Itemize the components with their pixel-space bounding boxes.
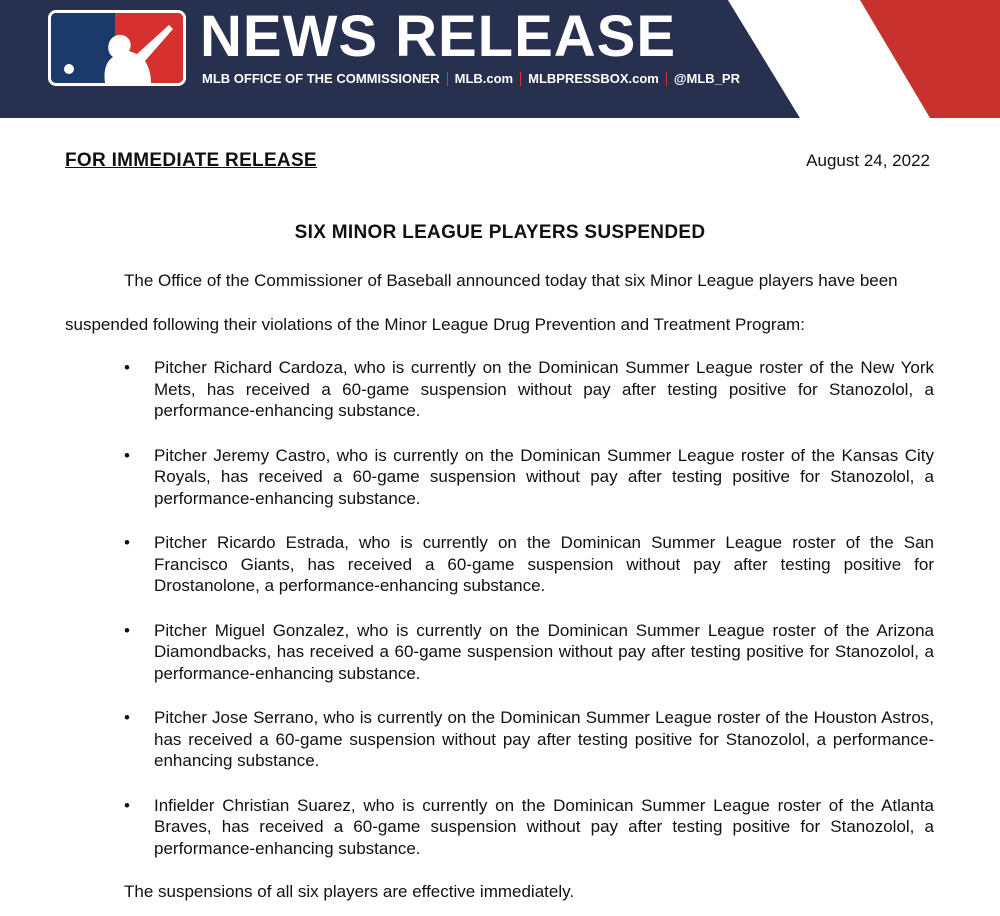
list-item [124, 532, 934, 597]
bullet: • [124, 358, 130, 377]
subline-office: MLB OFFICE OF THE COMMISSIONER [202, 71, 440, 86]
player-entry: Pitcher Richard Cardoza, who is currently on the Dominican Summer League roster of the New York Mets, has received a 60-game suspension without pay after testing positive for Stanozolol, a performance-enhancing substance. [154, 358, 934, 420]
subline-twitter-handle[interactable]: @MLB_PR [673, 71, 740, 86]
bullet: • [124, 708, 130, 727]
list-item [124, 620, 934, 685]
release-date: August 24, 2022 [806, 151, 930, 170]
bullet: • [124, 445, 130, 465]
bullet: • [124, 795, 130, 815]
player-entry: Pitcher Jeremy Castro, who is currently on the Dominican Summer League roster of the Kansas City Royals, has received a 60-game suspension without pay after testing positive for Stanozolol, a performance-enhancing substance. [154, 445, 934, 508]
list-item [124, 795, 934, 860]
player-entry: Pitcher Ricardo Estrada, who is currently on the Dominican Summer League roster of the San Francisco Giants, has received a 60-game suspension without pay after testing positive for Drostanolone, a performance-enhancing substance. [154, 533, 934, 595]
suspension-list [124, 357, 934, 882]
headline: SIX MINOR LEAGUE PLAYERS SUSPENDED [294, 222, 706, 243]
closing-statement: The suspensions of all six players are effective immediately. [124, 882, 575, 901]
list-item [124, 445, 934, 510]
banner-title: NEWS RELEASE [200, 4, 677, 69]
subline-mlb-link[interactable]: MLB.com [454, 71, 514, 86]
bullet: • [124, 533, 130, 552]
list-item [124, 707, 934, 772]
subline-divider [520, 72, 521, 86]
subline-divider [447, 72, 448, 86]
subline-pressbox-link[interactable]: MLBPRESSBOX.com [528, 71, 659, 86]
player-entry: Pitcher Miguel Gonzalez, who is currently on the Dominican Summer League roster of the Arizona Diamondbacks, has received a 60-game suspension without pay after testing positive for Stanozolol, a performance-enhancing substance. [154, 620, 934, 683]
release-label: FOR IMMEDIATE RELEASE [65, 150, 317, 171]
intro-line-1: The Office of the Commissioner of Baseball announced today that six Minor League players have been [124, 271, 898, 290]
bullet: • [124, 620, 130, 640]
news-release-banner [0, 0, 1000, 118]
player-entry: Infielder Christian Suarez, who is currently on the Dominican Summer League roster of the Atlanta Braves, has received a 60-game suspension without pay after testing positive for Stanozolol, a performance-enhancing substance. [154, 795, 934, 858]
mlb-logo-icon [48, 10, 186, 86]
subline-divider [666, 72, 667, 86]
player-entry: Pitcher Jose Serrano, who is currently on the Dominican Summer League roster of the Houston Astros, has received a 60-game suspension without pay after testing positive for Stanozolol, a performance-enhancing substance. [154, 708, 934, 770]
intro-line-2: suspended following their violations of the Minor League Drug Prevention and Treatment Program: [65, 315, 805, 334]
banner-subline [202, 71, 740, 86]
list-item [124, 357, 934, 422]
